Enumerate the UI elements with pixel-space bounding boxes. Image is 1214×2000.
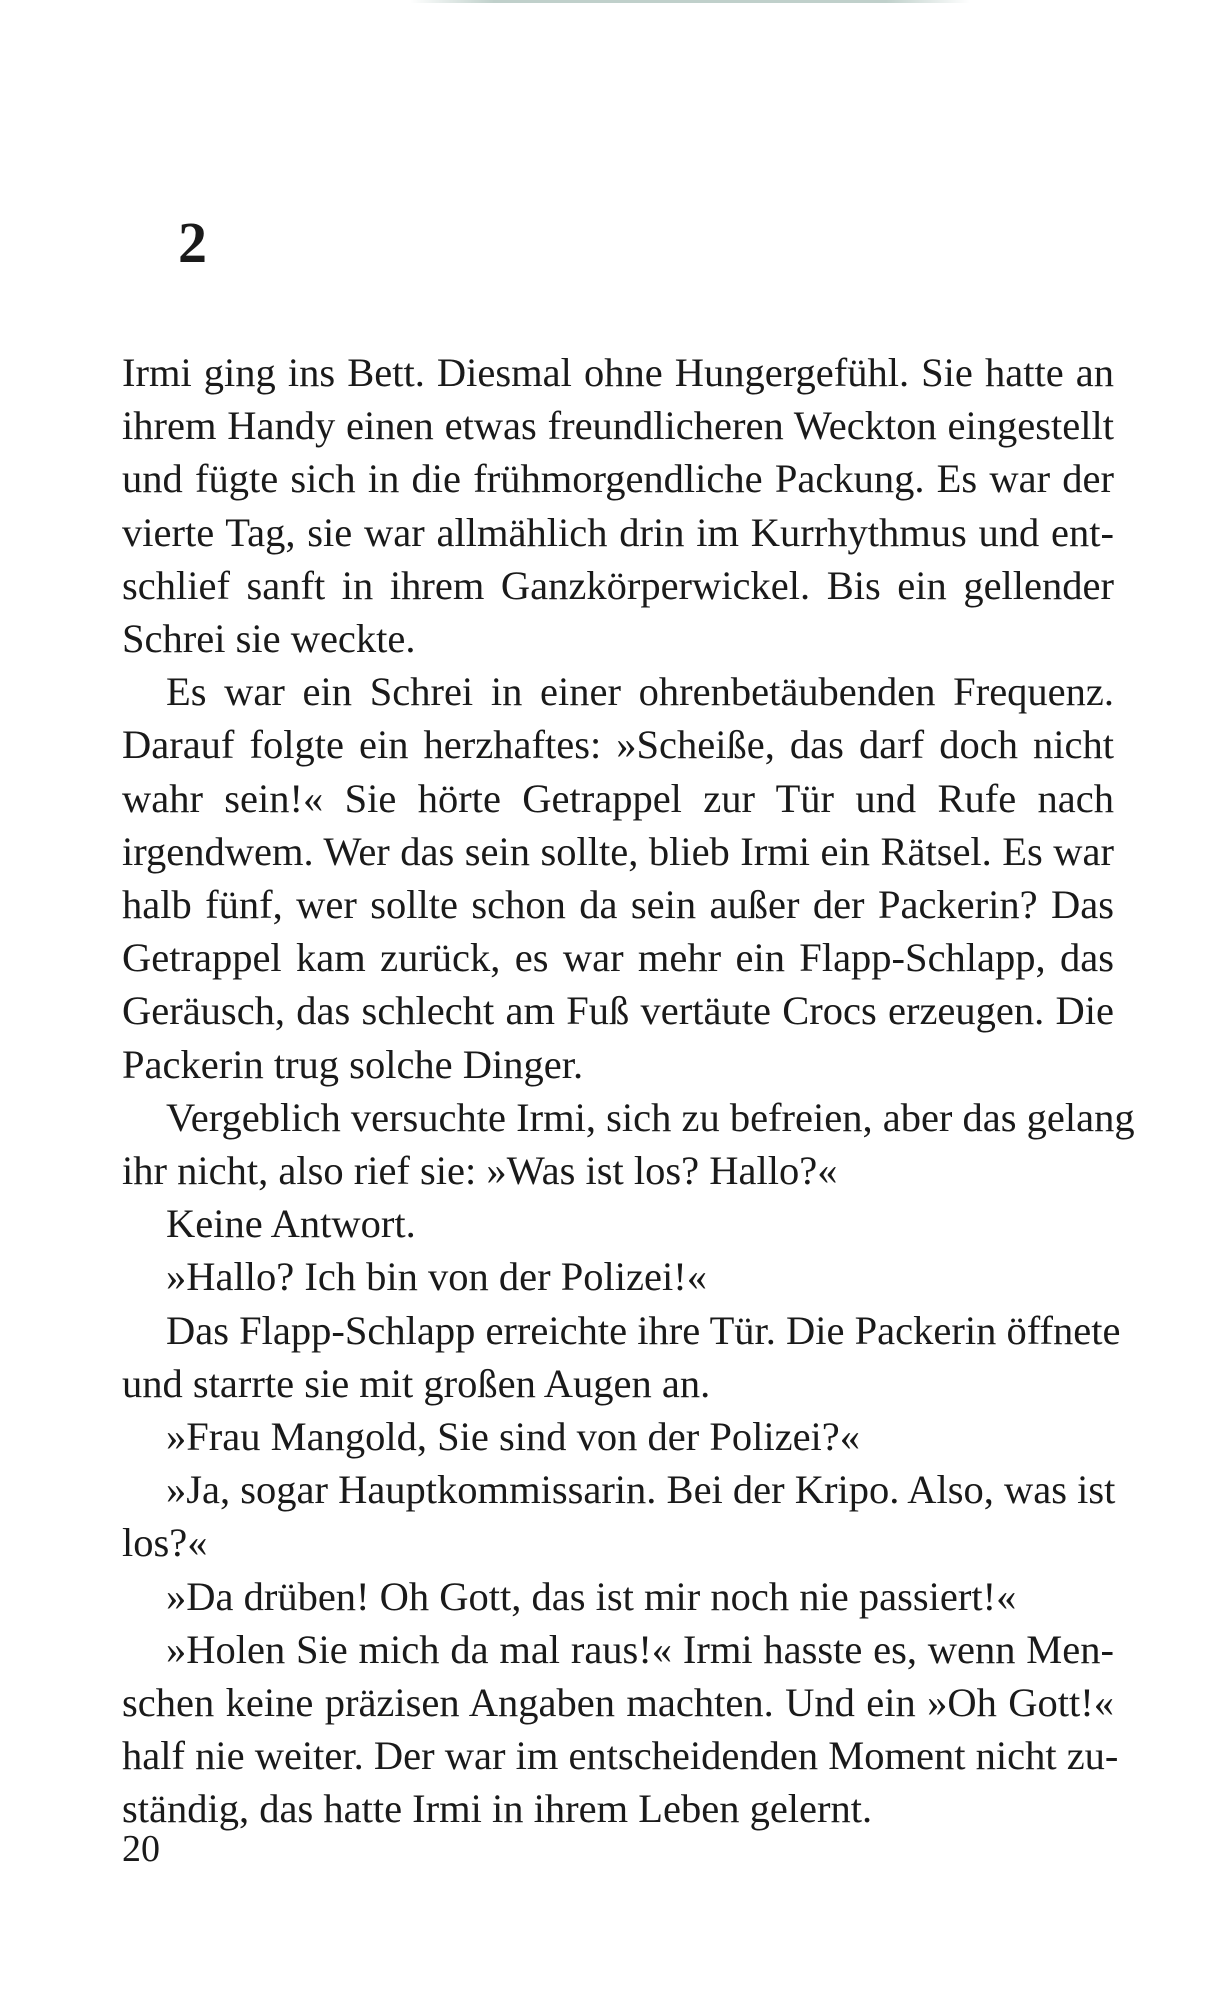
text-line: »Frau Mangold, Sie sind von der Polizei?« — [166, 1414, 861, 1460]
chapter-number: 2 — [178, 210, 207, 275]
text-line: half nie weiter. Der war im entscheidenden Moment nicht zu- — [122, 1733, 1119, 1779]
text-line: Getrappel kam zurück, es war mehr ein Flapp-Schlapp, das — [122, 935, 1114, 981]
page-number: 20 — [122, 1828, 160, 1870]
top-edge-rule — [410, 0, 970, 3]
text-line: los?« — [122, 1520, 208, 1566]
text-line: Packerin trug solche Dinger. — [122, 1041, 584, 1087]
text-line: Darauf folgte ein herzhaftes: »Scheiße, das darf doch nicht — [122, 722, 1114, 768]
text-line: Geräusch, das schlecht am Fuß vertäute Crocs erzeugen. Die — [122, 988, 1114, 1034]
text-line: und fügte sich in die frühmorgendliche Packung. Es war der — [122, 456, 1114, 502]
text-line: »Da drüben! Oh Gott, das ist mir noch nie passiert!« — [166, 1573, 1017, 1619]
text-line: Es war ein Schrei in einer ohrenbetäubenden Frequenz. — [166, 669, 1114, 715]
text-line: und starrte sie mit großen Augen an. — [122, 1360, 711, 1406]
text-line: ständig, das hatte Irmi in ihrem Leben gelernt. — [122, 1786, 873, 1832]
text-line: »Holen Sie mich da mal raus!« Irmi hasste es, wenn Men- — [166, 1626, 1114, 1672]
text-line: »Hallo? Ich bin von der Polizei!« — [166, 1254, 707, 1300]
text-line: Irmi ging ins Bett. Diesmal ohne Hungergefühl. Sie hatte an — [122, 350, 1114, 395]
text-line: irgendwem. Wer das sein sollte, blieb Irmi ein Rätsel. Es war — [122, 828, 1114, 874]
text-line: schen keine präzisen Angaben machten. Und ein »Oh Gott!« — [122, 1680, 1114, 1726]
text-line: vierte Tag, sie war allmählich drin im Kurrhythmus und ent- — [122, 509, 1114, 555]
text-line: schlief sanft in ihrem Ganzkörperwickel. Bis ein gellender — [122, 562, 1114, 608]
chapter-body-text — [122, 346, 1135, 1836]
text-line: wahr sein!« Sie hörte Getrappel zur Tür und Rufe nach — [122, 775, 1114, 821]
text-line: Vergeblich versuchte Irmi, sich zu befreien, aber das gelang — [166, 1094, 1135, 1140]
text-line: ihrem Handy einen etwas freundlicheren Weckton eingestellt — [122, 403, 1114, 449]
text-line: Keine Antwort. — [166, 1201, 416, 1247]
text-line: halb fünf, wer sollte schon da sein außer der Packerin? Das — [122, 882, 1114, 928]
text-line: »Ja, sogar Hauptkommissarin. Bei der Kripo. Also, was ist — [166, 1467, 1116, 1513]
text-line: Das Flapp-Schlapp erreichte ihre Tür. Die Packerin öffnete — [166, 1307, 1121, 1353]
text-line: Schrei sie weckte. — [122, 616, 416, 662]
text-line: ihr nicht, also rief sie: »Was ist los? Hallo?« — [122, 1148, 838, 1194]
